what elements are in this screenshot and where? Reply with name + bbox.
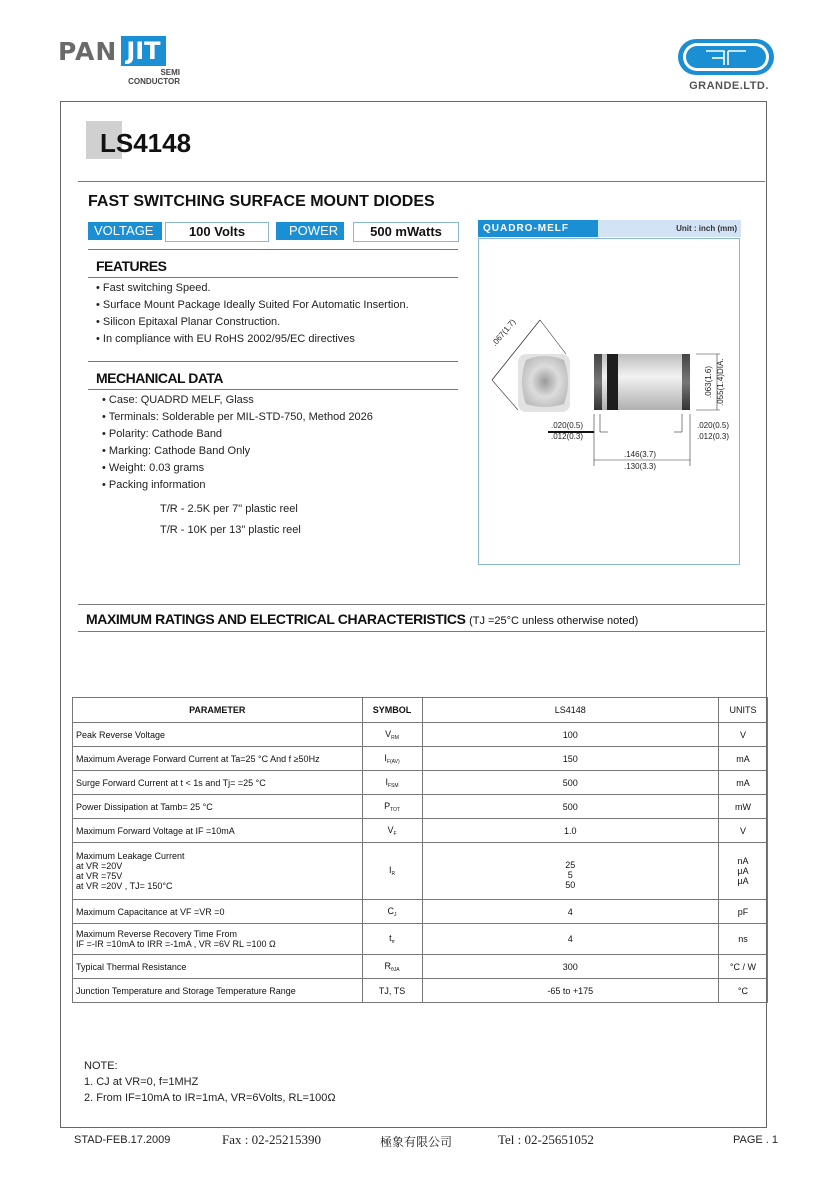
panjit-logo xyxy=(58,36,166,66)
symbol-cell: $t_{rr}$ xyxy=(362,924,422,955)
mechanical-item: • Packing information xyxy=(102,479,206,491)
mechanical-item: • Weight: 0.03 grams xyxy=(102,462,205,474)
symbol-cell: $I_{F(AV)}$ xyxy=(362,747,422,771)
footer-tel: Tel : 02-25651052 xyxy=(498,1132,594,1147)
ratings-title: MAXIMUM RATINGS AND ELECTRICAL CHARACTERISTICS xyxy=(86,611,466,627)
value-cell: 1.0 xyxy=(422,819,718,843)
notes-heading: NOTE: xyxy=(84,1060,118,1072)
table-row xyxy=(73,843,768,900)
divider xyxy=(78,604,765,605)
table-row xyxy=(73,979,768,1003)
symbol-cell: $I_R$ xyxy=(362,843,422,900)
tagline-conductor: CONDUCTOR xyxy=(128,77,180,86)
value-cell: 100 xyxy=(422,723,718,747)
features-heading: FEATURES xyxy=(96,258,167,274)
panjit-tagline xyxy=(124,68,180,86)
product-subtitle: FAST SWITCHING SURFACE MOUNT DIODES xyxy=(88,193,435,210)
symbol-cell: $V_F$ xyxy=(362,819,422,843)
frame-bottom-line xyxy=(60,1127,766,1128)
footer-fax: Fax : 02-25215390 xyxy=(222,1132,321,1147)
header-part: LS4148 xyxy=(422,698,718,723)
ratings-table xyxy=(72,697,768,1003)
table-header-row xyxy=(73,698,768,723)
feature-item: • Surface Mount Package Ideally Suited For Automatic Insertion. xyxy=(96,299,409,311)
packing-item: T/R - 2.5K per 7" plastic reel xyxy=(160,503,298,515)
value-cell: 300 xyxy=(422,955,718,979)
header-parameter: PARAMETER xyxy=(73,698,363,723)
table-row xyxy=(73,955,768,979)
param-cell: Power Dissipation at Tamb= 25 °C xyxy=(73,795,363,819)
unit-cell: V xyxy=(719,723,768,747)
ratings-condition: (TJ =25°C unless otherwise noted) xyxy=(469,615,639,627)
table-row xyxy=(73,723,768,747)
param-cell: Maximum Leakage Current at VR =20V at VR =75V at VR =20V , TJ= 150°C xyxy=(73,843,363,900)
table-row xyxy=(73,795,768,819)
mechanical-list xyxy=(102,392,373,494)
unit-cell: mW xyxy=(719,795,768,819)
feature-item: • In compliance with EU RoHS 2002/95/EC directives xyxy=(96,333,355,345)
unit-cell: nA µA µA xyxy=(719,843,768,900)
tagline-semi: SEMI xyxy=(160,68,180,77)
param-cell: Maximum Reverse Recovery Time From IF =-IR =10mA to IRR =-1mA , VR =6V RL =100 Ω xyxy=(73,924,363,955)
value-cell: 25 5 50 xyxy=(422,843,718,900)
header-units: UNITS xyxy=(719,698,768,723)
value-cell: 150 xyxy=(422,747,718,771)
unit-cell: °C xyxy=(719,979,768,1003)
param-cell: Typical Thermal Resistance xyxy=(73,955,363,979)
param-cell: Maximum Average Forward Current at Ta=25 °C And f ≥50Hz xyxy=(73,747,363,771)
table-row xyxy=(73,819,768,843)
dim-height-min: .055(1.4)DIA. xyxy=(716,358,725,406)
grande-logo-icon xyxy=(676,37,776,77)
unit-cell: mA xyxy=(719,747,768,771)
packing-item: T/R - 10K per 13" plastic reel xyxy=(160,524,301,536)
page-title: LS4148 xyxy=(100,128,192,158)
table-row xyxy=(73,747,768,771)
divider xyxy=(88,389,458,390)
feature-item: • Silicon Epitaxal Planar Construction. xyxy=(96,316,281,328)
value-cell: 500 xyxy=(422,795,718,819)
mechanical-item: • Polarity: Cathode Band xyxy=(102,428,223,440)
param-cell: Peak Reverse Voltage xyxy=(73,723,363,747)
mechanical-item: • Marking: Cathode Band Only xyxy=(102,445,251,457)
param-cell: Junction Temperature and Storage Temperature Range xyxy=(73,979,363,1003)
note-item: 2. From IF=10mA to IR=1mA, VR=6Volts, RL=100Ω xyxy=(84,1092,336,1104)
voltage-value: 100 Volts xyxy=(165,222,269,242)
packing-list xyxy=(160,499,301,541)
param-cell: Maximum Forward Voltage at IF =10mA xyxy=(73,819,363,843)
header-symbol: SYMBOL xyxy=(362,698,422,723)
dim-length-min: .130(3.3) xyxy=(624,462,657,471)
symbol-cell: $P_{TOT}$ xyxy=(362,795,422,819)
divider xyxy=(88,249,458,250)
symbol-cell: TJ, TS xyxy=(362,979,422,1003)
table-row xyxy=(73,771,768,795)
mechanical-item: • Terminals: Solderable per MIL-STD-750, Method 2026 xyxy=(102,411,373,423)
divider xyxy=(88,277,458,278)
value-cell: 4 xyxy=(422,900,718,924)
value-cell: 4 xyxy=(422,924,718,955)
divider xyxy=(88,361,458,362)
notes xyxy=(84,1058,336,1106)
package-unit: Unit : inch (mm) xyxy=(676,224,737,233)
ratings-heading xyxy=(86,611,638,627)
features-list xyxy=(96,280,409,348)
package-drawing-icon xyxy=(480,310,740,480)
symbol-cell: $C_J$ xyxy=(362,900,422,924)
value-cell: 500 xyxy=(422,771,718,795)
unit-cell: °C / W xyxy=(719,955,768,979)
grande-logo-text: GRANDE.LTD. xyxy=(689,80,769,92)
package-name: QUADRO-MELF xyxy=(478,220,598,237)
symbol-cell: $I_{FSM}$ xyxy=(362,771,422,795)
param-cell: Maximum Capacitance at VF =VR =0 xyxy=(73,900,363,924)
panjit-logo-right: JIT xyxy=(121,36,165,66)
table-row xyxy=(73,924,768,955)
divider xyxy=(78,181,765,182)
note-item: 1. CJ at VR=0, f=1MHZ xyxy=(84,1076,199,1088)
voltage-label: VOLTAGE xyxy=(88,222,162,240)
feature-item: • Fast switching Speed. xyxy=(96,282,211,294)
dim-right-band-min: .012(0.3) xyxy=(697,432,730,441)
symbol-cell: $V_{RM}$ xyxy=(362,723,422,747)
mechanical-item: • Case: QUADRD MELF, Glass xyxy=(102,394,254,406)
dim-left-band-max: .020(0.5) xyxy=(551,421,584,430)
package-header xyxy=(478,220,741,237)
dim-diagonal: .067(1.7) xyxy=(490,317,518,348)
dim-length-max: .146(3.7) xyxy=(624,450,657,459)
footer-doc-code: STAD-FEB.17.2009 xyxy=(74,1134,171,1146)
footer-page: PAGE . 1 xyxy=(733,1134,779,1146)
unit-cell: V xyxy=(719,819,768,843)
table-row xyxy=(73,900,768,924)
footer-company: 極象有限公司 xyxy=(380,1135,453,1149)
dim-height-max: .063(1.6) xyxy=(704,365,713,398)
divider xyxy=(78,631,765,632)
power-label: POWER xyxy=(276,222,344,240)
value-cell: -65 to +175 xyxy=(422,979,718,1003)
dim-left-band-min: .012(0.3) xyxy=(551,432,584,441)
mechanical-heading: MECHANICAL DATA xyxy=(96,370,224,386)
power-value: 500 mWatts xyxy=(353,222,459,242)
panjit-logo-left: PAN xyxy=(58,36,118,66)
unit-cell: ns xyxy=(719,924,768,955)
unit-cell: pF xyxy=(719,900,768,924)
param-cell: Surge Forward Current at t < 1s and Tj= =25 °C xyxy=(73,771,363,795)
symbol-cell: $R_{\theta JA}$ xyxy=(362,955,422,979)
unit-cell: mA xyxy=(719,771,768,795)
dim-right-band-max: .020(0.5) xyxy=(697,421,730,430)
